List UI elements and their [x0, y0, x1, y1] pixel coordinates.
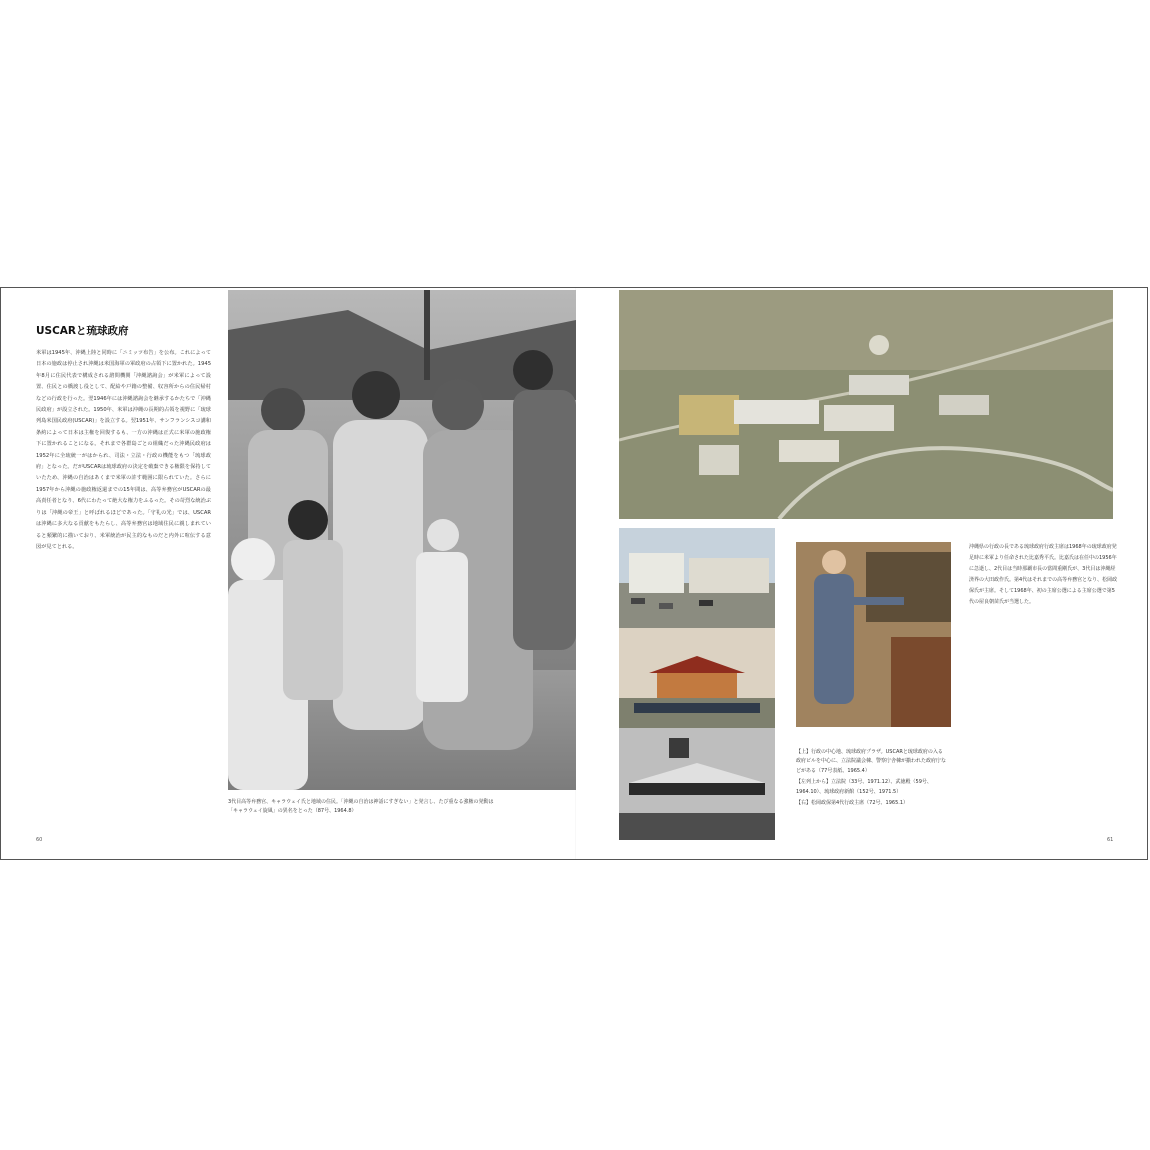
right-captions — [796, 748, 946, 808]
chief-executive-portrait-photo — [796, 542, 951, 727]
body-text: 米軍は1945年、沖縄上陸と同時に「ニミッツ布告」を公布。これによって日本の施政は停止され沖縄は米国海軍の軍政府の占領下に置かれた。1945年8月に住民代表で構成される諮問機関「沖縄諮詢会」が米軍によって設置、住民との橋渡し役として、配給や戸籍の整備、収容所からの住民帰村などの行政を行った。翌1946年には沖縄諮詢会を継承するかたちで「沖縄民政府」が設立された。1950年、米軍は沖縄の長期的占領を視野に「琉球列島米国民政府(USCAR)」を設立する。翌1951年、サンフランシスコ講和条約によって日本は主権を回復するも、一方の沖縄は正式に米軍の施政権下に置かれることになる。それまで各群島ごとの組織だった沖縄民政府は1952年に全琉統一がはかられ、司法・立法・行政の機能をもつ「琉球政府」となった。だがUSCARは琉球政府の決定を破棄できる権限を保持していたため、沖縄の自治はあくまで米軍の許す範囲に限られていた。さらに1957年から沖縄の施政権返還までの15年間は、高等弁務官がUSCARの最高責任者となり、6代にわたって絶大な権力をふるった。その苛烈な統治ぶりは「沖縄の帝王」と呼ばれるほどであった。「守礼の光」では、USCARは沖縄に多大なる貢献をもたらし、高等弁務官は地域住民に親しまれていると頻繁的に描いており、米軍統治が民主的なものだと内外に喧伝する意図が見てとれる。 — [36, 350, 211, 550]
aerial-photo — [619, 290, 1113, 519]
modern-building-photo — [619, 728, 775, 840]
caption-right: 【右】松岡政保第4代行政主席（72号、1965.1） — [796, 800, 909, 807]
caption-top: 【上】行政の中心地、琉球政府プラザ。USCARと琉球政府の入る政府ビルを中心に、立法院議会棟、警察庁舎棟が揃われた政府庁などがある（77号表紙、1965.4） — [796, 749, 947, 774]
right-page-number: 61 — [1107, 837, 1114, 843]
right-side-text: 沖縄県の行政の長である琉球政府行政主席は1968年の琉球政府発足時に米軍より任命された比嘉秀平氏。比嘉氏は在任中の1956年に急逝し、2代目は当時那覇市長の當間重剛氏が、3代目は沖縄経済界の大田政作氏。第4代はそれまでの高等弁務官となり、松岡政保氏が主席。そして1968年、初の主席公選による主席公選で第5代の屋良朝苗氏が当選した。 — [969, 544, 1118, 605]
left-page-number: 60 — [36, 837, 43, 843]
left-main-photo — [228, 290, 576, 790]
government-building-photo — [619, 528, 775, 628]
book-spread — [0, 287, 1148, 860]
section-heading: USCARと琉球政府 — [36, 325, 129, 337]
left-photo-caption: 3代目高等弁務官、キャラウェイ氏と地域の住民。「沖縄の自治は神話にすぎない」と発言し、たび重なる強権の発動は「キャラウェイ旋風」の異名をとった（87号、1964.8） — [228, 799, 494, 815]
traditional-hall-photo — [619, 628, 775, 728]
caption-left-column: 【左列上から】立法院（33号、1971.12）、武徳殿（59号、1964.10）、琉球政府新館（152号、1971.5） — [796, 779, 932, 795]
